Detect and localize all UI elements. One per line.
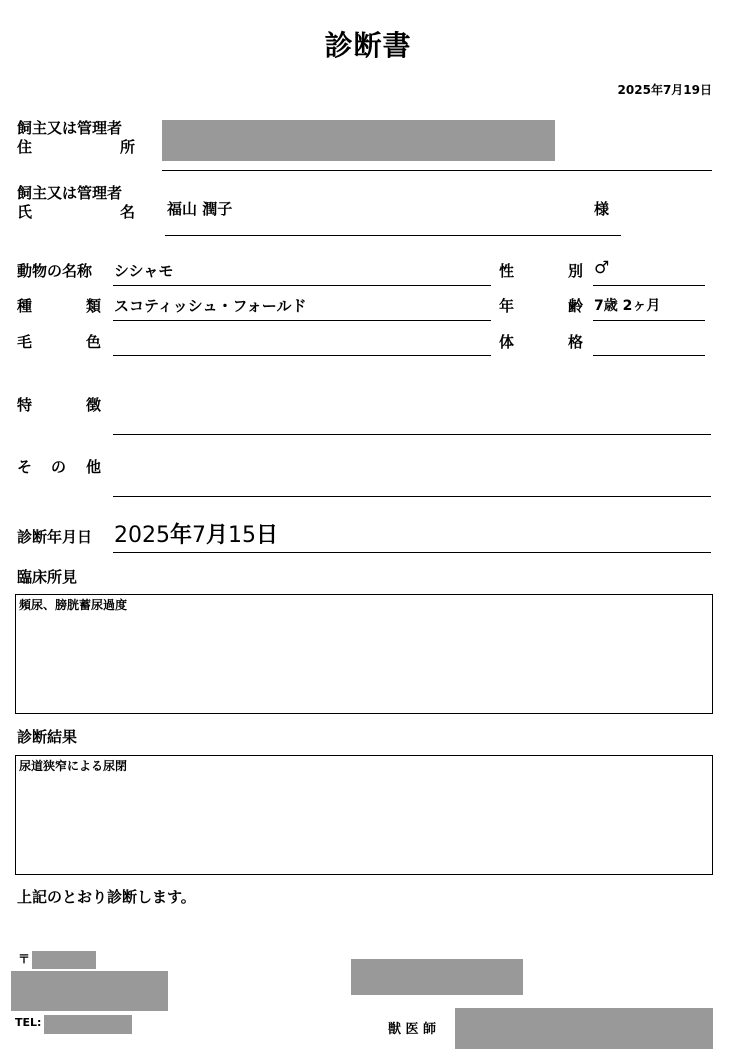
other-label-a: そ <box>17 458 33 476</box>
breed-label-a: 種 <box>17 297 33 315</box>
animal-name-label: 動物の名称 <box>17 262 93 280</box>
sex-underline <box>593 285 705 286</box>
diagnosis-date-month: 7 <box>192 523 207 548</box>
diagnosis-date-value <box>114 518 278 549</box>
owner-name-honorific: 様 <box>594 200 610 218</box>
build-label-b: 格 <box>568 333 584 351</box>
sex-value: ♂ <box>594 258 610 278</box>
diagnosis-date-month-unit: 月 <box>206 523 229 548</box>
owner-address-underline <box>162 170 712 171</box>
other-underline <box>113 496 711 497</box>
clinical-findings-label: 臨床所見 <box>17 568 78 586</box>
animal-name-underline <box>113 285 491 286</box>
issue-date: 2025年7月19日 <box>617 83 712 97</box>
owner-address-label-b: 所 <box>120 138 136 156</box>
diagnosis-result-label: 診断結果 <box>17 728 78 746</box>
build-underline <box>593 355 705 356</box>
clinical-findings-text: 頻尿、膀胱蓄尿過度 <box>19 598 128 612</box>
certification-statement: 上記のとおり診断します。 <box>17 888 196 906</box>
postal-mark: 〒 <box>18 952 31 966</box>
age-value: 7歳 2ヶ月 <box>594 298 661 314</box>
diagnosis-date-underline <box>113 552 711 553</box>
clinic-address-redaction <box>11 971 168 1011</box>
clinic-name-redaction <box>351 959 523 995</box>
clinical-findings-box <box>15 594 713 714</box>
owner-name-label-b: 名 <box>120 203 136 221</box>
breed-underline <box>113 320 491 321</box>
other-label-c: 他 <box>86 458 102 476</box>
diagnosis-date-label: 診断年月日 <box>17 528 93 546</box>
vet-label: 獣 医 師 <box>388 1022 437 1037</box>
features-label-a: 特 <box>17 396 33 414</box>
sex-label-a: 性 <box>499 262 515 280</box>
tel-label: TEL: <box>15 1016 42 1029</box>
color-label-a: 毛 <box>17 333 33 351</box>
owner-address-label-line1: 飼主又は管理者 <box>17 119 123 137</box>
diagnosis-date-year: 2025 <box>114 523 170 548</box>
breed-label-b: 類 <box>86 297 102 315</box>
diagnosis-date-day: 15 <box>228 523 257 548</box>
diagnosis-date-year-unit: 年 <box>170 523 193 548</box>
animal-name-value: シシャモ <box>114 262 174 280</box>
tel-redaction <box>44 1015 132 1034</box>
sex-label-b: 別 <box>568 262 584 280</box>
breed-value: スコティッシュ・フォールド <box>114 297 307 315</box>
features-label-b: 徴 <box>86 396 102 414</box>
document-title: 診断書 <box>324 29 412 62</box>
owner-name-label-a: 氏 <box>17 203 33 221</box>
build-label-a: 体 <box>499 333 515 351</box>
age-underline <box>593 320 705 321</box>
owner-name-value: 福山 潤子 <box>167 200 233 218</box>
color-underline <box>113 355 491 356</box>
diagnosis-result-box <box>15 755 713 875</box>
postal-code-redaction <box>32 951 96 969</box>
diagnosis-result-text: 尿道狭窄による尿閉 <box>19 759 128 773</box>
other-label-b: の <box>51 458 67 476</box>
owner-name-underline <box>165 235 621 236</box>
owner-address-label-a: 住 <box>17 138 33 156</box>
features-underline <box>113 434 711 435</box>
age-label-b: 齢 <box>568 297 584 315</box>
owner-name-label-line1: 飼主又は管理者 <box>17 184 123 202</box>
color-label-b: 色 <box>86 333 102 351</box>
vet-name-redaction <box>455 1008 713 1049</box>
age-label-a: 年 <box>499 297 515 315</box>
diagnosis-date-day-unit: 日 <box>256 523 279 548</box>
owner-address-redaction <box>162 120 555 161</box>
